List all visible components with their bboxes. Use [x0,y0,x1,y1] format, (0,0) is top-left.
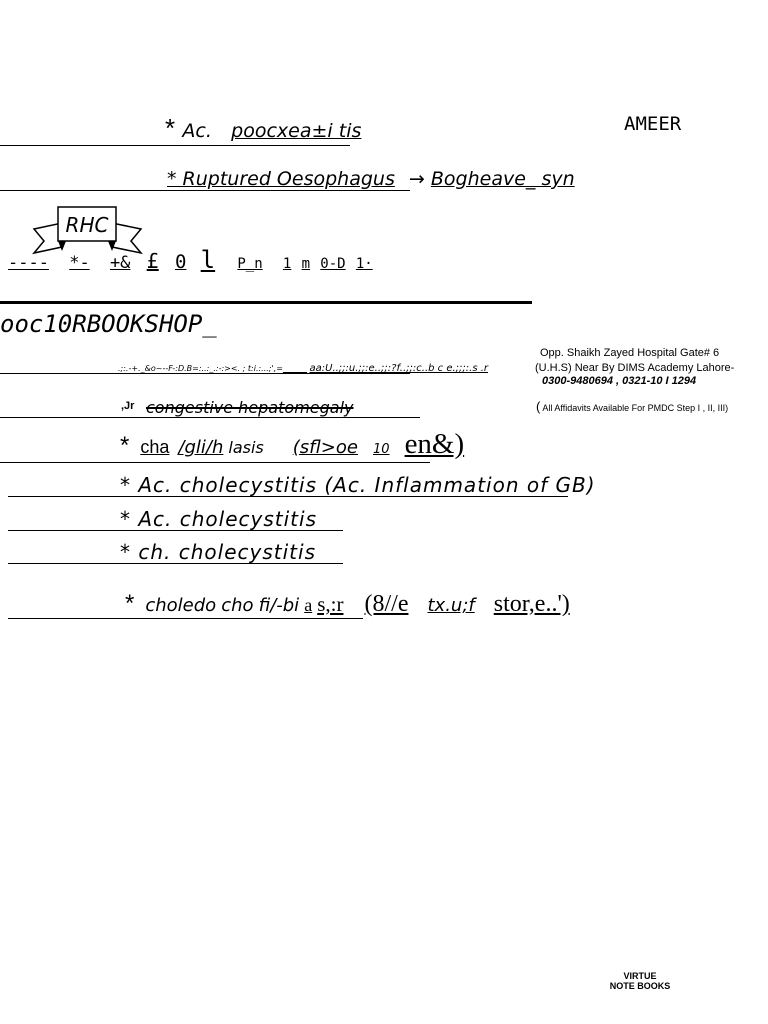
shop-banner: ooc10RBOOKSHOP_ [0,310,217,338]
ruled-line [0,462,430,463]
note-text: tx.u;f [427,595,475,616]
scrawl-fragment: ---- [8,253,49,273]
brand-line: NOTE BOOKS [609,981,671,991]
bullet-star: * [120,432,130,459]
note-text: lasis [228,438,264,457]
note-text: stor,e..') [493,591,570,617]
bullet-star: * [125,590,135,617]
note-line-6: * ch. cholecystitis [120,540,316,564]
note-text: (8//e [364,591,409,617]
note-text: 10 [373,442,390,457]
note-text: Ac. [182,120,212,142]
shop-address-2: (U.H.S) Near By DIMS Academy Lahore- [535,362,735,374]
scrawl-fragment: l [200,246,216,274]
scrawl-fragment: P_n [237,256,263,272]
ruled-line [0,190,410,191]
note-text: * Ruptured Oesophagus [167,168,395,190]
shop-phones: 0300-9480694 , 0321-10 I 1294 [542,375,697,387]
note-text: choledo [145,595,217,616]
arrow-icon: → [408,168,425,190]
scrawl-fragment: £ [146,249,159,273]
note-text: Bogheave_ syn [430,168,575,190]
ruled-line [8,618,363,619]
scrawl-fragment: 0 [174,251,187,273]
note-line-3 [120,428,464,461]
scrawl-fragment: 1· [355,256,373,272]
brand-line: VIRTUE [623,971,657,981]
crossed-prefix: ,Jr [121,400,135,412]
note-text: poocxea±i tis [231,120,362,142]
bullet-star: * [165,113,176,143]
note-text: en&) [404,428,465,460]
note-line-7 [125,590,570,618]
note-text: a [304,595,313,615]
note-text: (sfl>oe [292,437,358,458]
note-text: /gli/h [178,437,224,458]
shop-affidavits [536,399,728,414]
scrawl-fragment: 1 [282,256,292,272]
garbled-text: .;:.-+._&o~--F-:D.B=:..:_.:-:><. ; t:i.:...;',= [118,364,283,373]
garbled-line [118,363,488,374]
footer-brand [604,971,676,991]
note-text: fi/-bi [258,595,300,616]
note-line-2 [167,168,575,190]
note-line-5: * Ac. cholecystitis [120,507,317,531]
paren: ( [536,399,541,414]
scrawl-fragment: *- [69,253,90,273]
note-text: s,:r [317,592,344,616]
stamp-label: RHC [65,213,109,237]
note-text: cha [140,437,170,457]
ruled-line [0,145,350,146]
note-text: cho [221,595,254,616]
thick-divider [0,301,532,304]
shop-address-1: Opp. Shaikh Zayed Hospital Gate# 6 [540,347,720,359]
garbled-text: aa:U..;;:u.;;:e..;;:?f..;;:c..b c e.;;;:.s .r [309,363,488,374]
affidavit-text: All Affidavits Available For PMDC Step I , II, III) [542,403,729,413]
garbled-text: ______ [282,364,307,373]
note-line-4: * Ac. cholecystitis (Ac. Inflammation of GB) [120,473,596,497]
scrawl-line [8,246,373,274]
crossed-out-text: congestive hepatomegaly [146,398,354,417]
scrawl-fragment: m [301,256,311,272]
scrawl-fragment: +& [109,253,131,273]
note-line-1 [165,113,361,144]
scrawl-fragment: 0-D [320,256,346,272]
name-stamp: AMEER [624,113,682,135]
